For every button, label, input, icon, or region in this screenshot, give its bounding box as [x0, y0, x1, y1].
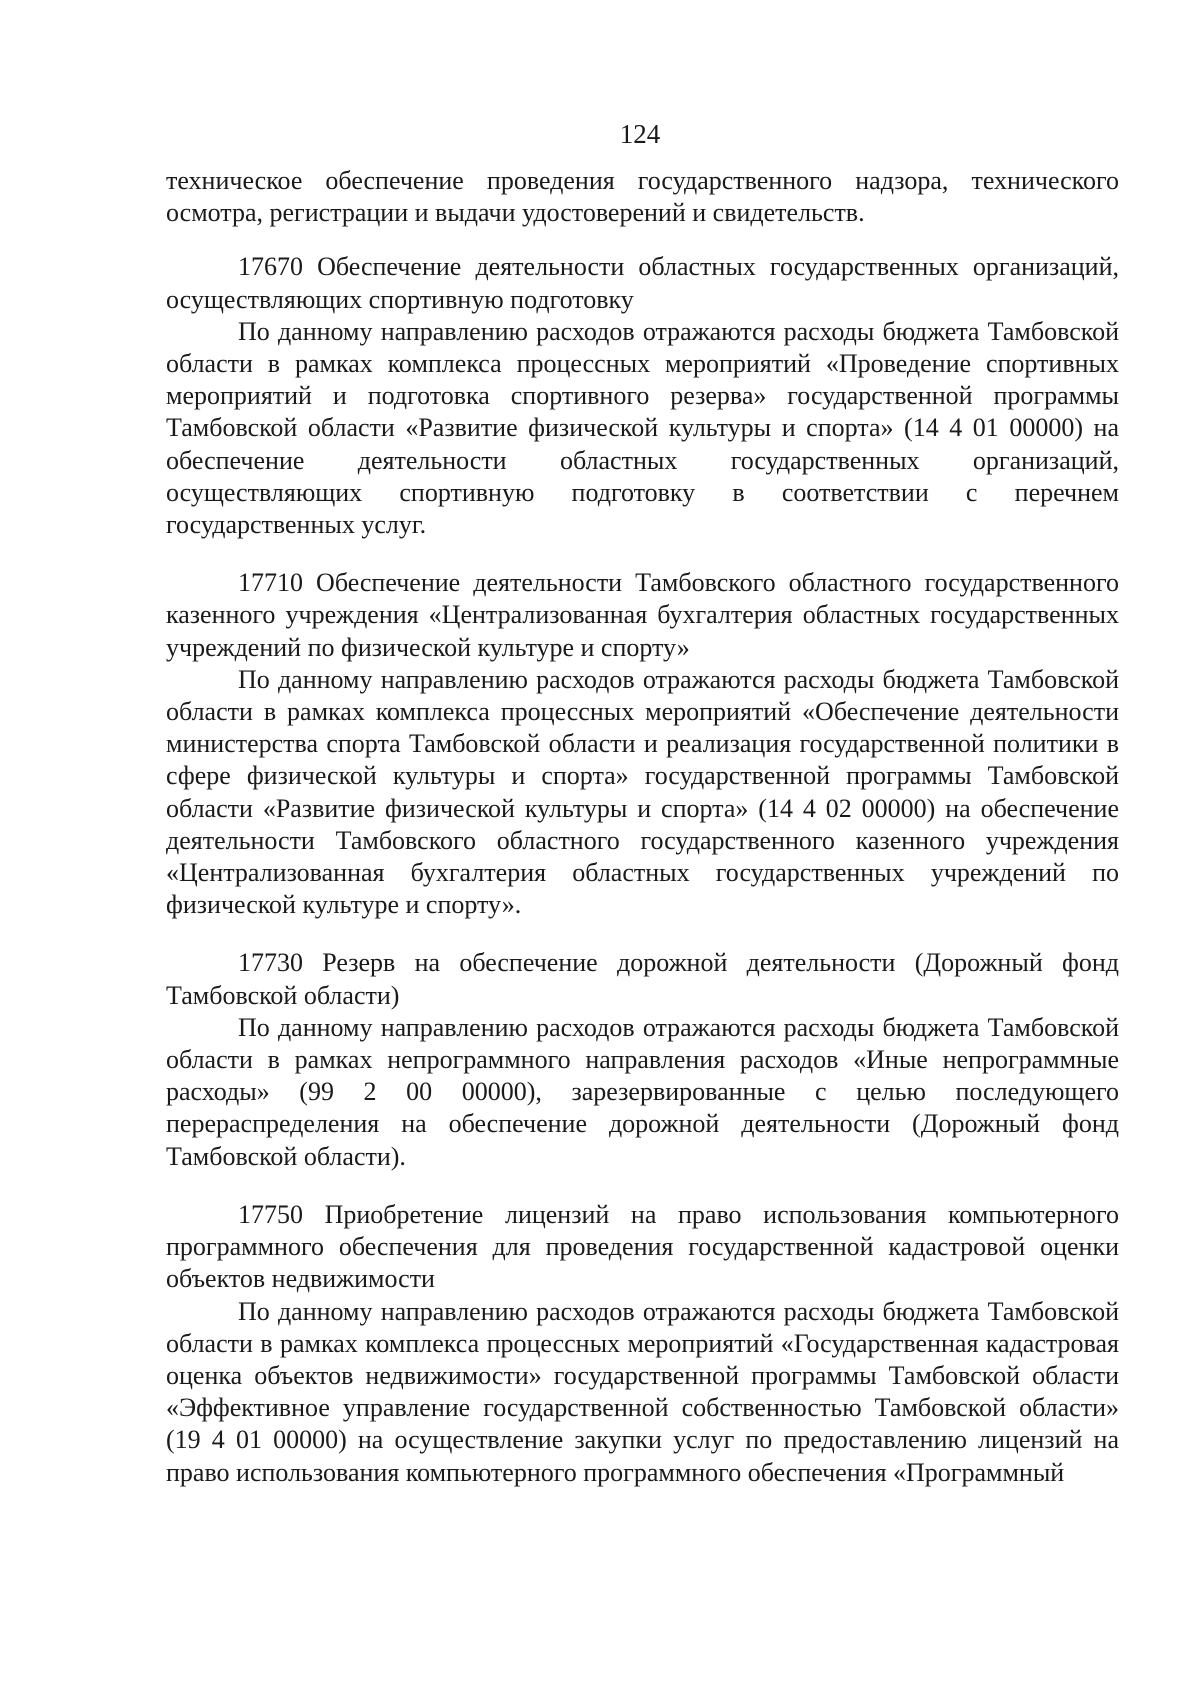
paragraph-gap [166, 921, 1119, 947]
page-number: 124 [619, 119, 661, 149]
section-body-17670: По данному направлению расходов отражаются расходы бюджета Тамбовской области в рамках комплекса процессных мероприятий «Проведение спортивных мероприятий и подготовка спортивного резерва» государственной программы Тамбовской области «Развитие физической культуры и спорта» (14 4 01 00000) на обеспечение деятельности областных государственных организаций, осуществляющих спортивную подготовку в соответствии с перечнем государственных услуг. [166, 316, 1119, 540]
section-heading-17710: 17710 Обеспечение деятельности Тамбовского областного государственного казенного учреждения «Централизованная бухгалтерия областных государственных учреждений по физической культуре и спорту» [166, 568, 1119, 662]
paragraph-gap [166, 229, 1119, 251]
document-body [166, 165, 1119, 1489]
section-body-17750: По данному направлению расходов отражаются расходы бюджета Тамбовской области в рамках комплекса процессных мероприятий «Государственная кадастровая оценка объектов недвижимости» государственной программы Тамбовской области «Эффективное управление государственной собственностью Тамбовской области» (19 4 01 00000) на осуществление закупки услуг по предоставлению лицензий на право использования компьютерного программного обеспечения «Программный [166, 1296, 1119, 1487]
section-body-17730: По данному направлению расходов отражаются расходы бюджета Тамбовской области в рамках непрограммного направления расходов «Иные непрограммные расходы» (99 2 00 00000), зарезервированные с целью последующего перераспределения на обеспечение дорожной деятельности (Дорожный фонд Тамбовской области). [166, 1012, 1119, 1171]
paragraph-continuation: техническое обеспечение проведения государственного надзора, технического осмотра, регистрации и выдачи удостоверений и свидетельств. [166, 166, 1119, 228]
section-heading-17670: 17670 Обеспечение деятельности областных государственных организаций, осуществляющих спортивную подготовку [166, 252, 1119, 314]
section-heading-17750: 17750 Приобретение лицензий на право использования компьютерного программного обеспечения для проведения государственной кадастровой оценки объектов недвижимости [166, 1199, 1119, 1294]
section-body-17710: По данному направлению расходов отражаются расходы бюджета Тамбовской области в рамках комплекса процессных мероприятий «Обеспечение деятельности министерства спорта Тамбовской области и реализация государственной политики в сфере физической культуры и спорта» государственной программы Тамбовской области «Развитие физической культуры и спорта» (14 4 02 00000) на обеспечение деятельности Тамбовского областного государственного казенного учреждения «Централизованная бухгалтерия областных государственных учреждений по физической культуре и спорту». [166, 664, 1119, 920]
paragraph-gap [166, 1173, 1119, 1199]
section-heading-17730: 17730 Резерв на обеспечение дорожной деятельности (Дорожный фонд Тамбовской области) [166, 948, 1119, 1010]
paragraph-gap [166, 541, 1119, 567]
